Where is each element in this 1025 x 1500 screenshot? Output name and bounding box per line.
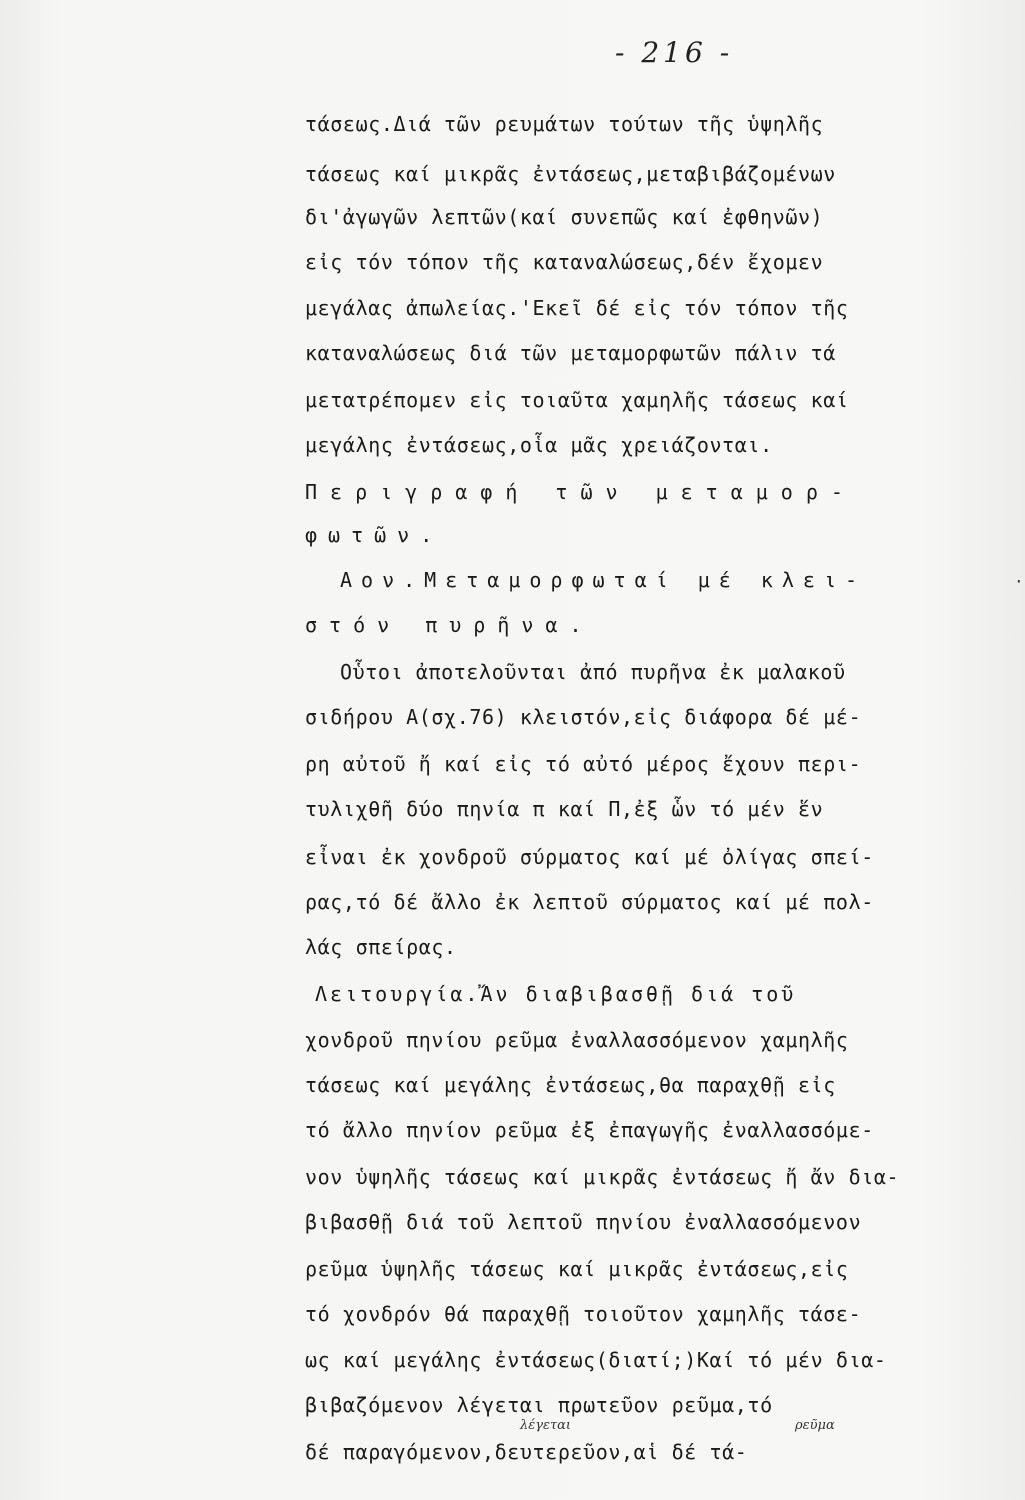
text-line: μεγάλης ἐντάσεως,οἷα μᾶς χρειάζονται. xyxy=(305,433,773,457)
text-line: λάς σπείρας. xyxy=(305,935,457,959)
text-line: ρας,τό δέ ἄλλο ἐκ λεπτοῦ σύρματος καί μέ πολ- xyxy=(305,890,874,914)
text-line: τάσεως καί μικρᾶς ἐντάσεως,μεταβιβάζομένων xyxy=(305,162,836,186)
text-line: βιβαζόμενον λέγεται πρωτεῦον ρεῦμα,τό xyxy=(305,1393,773,1417)
section-heading: φωτῶν. xyxy=(305,523,444,547)
subsection-heading: Αον.Μεταμορφωταί μέ κλει- xyxy=(340,568,867,592)
handwritten-note: ρεῦμα xyxy=(795,1418,835,1433)
text-line: τυλιχθῆ δύο πηνία π καί Π,ἐξ ὧν τό μέν ἕν xyxy=(305,797,824,821)
text-line: εἶναι ἐκ χονδροῦ σύρματος καί μέ ὀλίγας σπεί- xyxy=(305,845,874,869)
text-line: τάσεως καί μεγάλης ἐντάσεως,θα παραχθῇ εἰς xyxy=(305,1073,836,1097)
handwritten-note: λέγεται xyxy=(520,1418,572,1433)
page-number: - 216 - xyxy=(615,36,734,69)
text-line: δέ παραγόμενον,δευτερεῦον,αἱ δέ τά- xyxy=(305,1440,748,1464)
text-line: νον ὑψηλῆς τάσεως καί μικρᾶς ἐντάσεως ἤ ἄν δια- xyxy=(305,1165,900,1189)
text-line: καταναλώσεως διά τῶν μεταμορφωτῶν πάλιν τά xyxy=(305,341,836,365)
text-line: χονδροῦ πηνίου ρεῦμα ἐναλλασσόμενον χαμηλῆς xyxy=(305,1028,849,1052)
text-line: ρη αὐτοῦ ἤ καί εἰς τό αὐτό μέρος ἔχουν περι- xyxy=(305,752,862,776)
section-heading: Περιγραφή τῶν μεταμορ- xyxy=(305,480,856,504)
text-line: δι'ἀγωγῶν λεπτῶν(καί συνεπῶς καί ἐφθηνῶν) xyxy=(305,205,824,229)
margin-mark: · xyxy=(1014,572,1024,591)
text-line: τάσεως.Διά τῶν ρευμάτων τούτων τῆς ὑψηλῆς xyxy=(305,112,824,136)
subsection-heading: στόν πυρῆνα. xyxy=(305,613,594,637)
text-line: μεγάλας ἀπωλείας.'Εκεῖ δέ εἰς τόν τόπον τῆς xyxy=(305,296,849,320)
text-line: μετατρέπομεν εἰς τοιαῦτα χαμηλῆς τάσεως καί xyxy=(305,388,849,412)
text-line: τό χονδρόν θά παραχθῇ τοιοῦτον χαμηλῆς τάσε- xyxy=(305,1302,862,1326)
text-line: Οὗτοι ἀποτελοῦνται ἀπό πυρῆνα ἐκ μαλακοῦ xyxy=(340,660,846,684)
text-line: βιβασθῇ διά τοῦ λεπτοῦ πηνίου ἐναλλασσόμενον xyxy=(305,1210,862,1234)
text-line: ρεῦμα ὑψηλῆς τάσεως καί μικρᾶς ἐντάσεως,εἰς xyxy=(305,1257,849,1281)
subsection-heading: Λειτουργία.Ἄν διαβιβασθῇ διά τοῦ xyxy=(315,982,797,1006)
text-line: τό ἄλλο πηνίον ρεῦμα ἐξ ἐπαγωγῆς ἐναλλασσόμε- xyxy=(305,1118,874,1142)
text-line: σιδήρου Α(σχ.76) κλειστόν,εἰς διάφορα δέ μέ- xyxy=(305,705,862,729)
text-line: εἰς τόν τόπον τῆς καταναλώσεως,δέν ἔχομεν xyxy=(305,250,824,274)
text-line: ως καί μεγάλης ἐντάσεως(διατί;)Καί τό μέν δια- xyxy=(305,1348,887,1372)
